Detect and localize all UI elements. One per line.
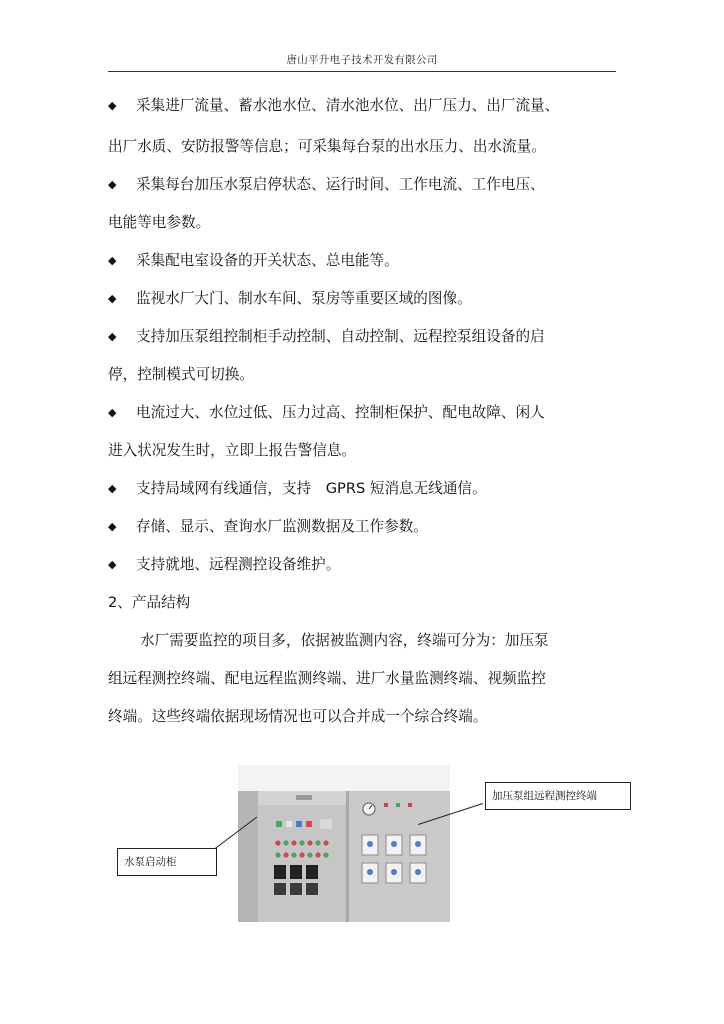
bullet-3: 采集配电室设备的开关状态、总电能等。 — [136, 252, 399, 269]
bullet-9: 支持就地、远程测控设备维护。 — [136, 556, 341, 573]
bullet-icon: ◆ — [108, 99, 117, 112]
bullet-icon: ◆ — [108, 330, 117, 343]
paragraph-line-3: 终端。这些终端依据现场情况也可以合并成一个综合终端。 — [108, 708, 488, 725]
bullet-icon: ◆ — [108, 482, 117, 495]
bullet-icon: ◆ — [108, 178, 117, 191]
section-heading: 2、产品结构 — [108, 594, 191, 611]
bullet-icon: ◆ — [108, 254, 117, 267]
cabinet-illustration — [238, 765, 450, 922]
paragraph-line-1: 水厂需要监控的项目多，依据被监测内容，终端可分为：加压泵 — [140, 632, 549, 649]
bullet-6-line-1: 电流过大、水位过低、压力过高、控制柜保护、配电故障、闲人 — [136, 404, 545, 421]
bullet-2-line-2: 电能等电参数。 — [108, 214, 211, 231]
bullet-5-line-2: 停，控制模式可切换。 — [108, 366, 254, 383]
cabinet-photo — [238, 765, 450, 922]
bullet-2-line-1: 采集每台加压水泵启停状态、运行时间、工作电流、工作电压、 — [136, 176, 545, 193]
bullet-8: 存储、显示、查询水厂监测数据及工作参数。 — [136, 518, 428, 535]
bullet-icon: ◆ — [108, 558, 117, 571]
bullet-5-line-1: 支持加压泵组控制柜手动控制、自动控制、远程控泵组设备的启 — [136, 328, 545, 345]
callout-pump-terminal: 加压泵组远程测控终端 — [485, 782, 631, 810]
bullet-icon: ◆ — [108, 520, 117, 533]
header-divider — [108, 71, 616, 72]
bullet-1-line-1: 采集进厂流量、蓄水池水位、清水池水位、出厂压力、出厂流量、 — [136, 97, 560, 114]
paragraph-line-2: 组远程测控终端、配电远程监测终端、进厂水量监测终端、视频监控 — [108, 670, 546, 687]
callout-pump-cabinet: 水泵启动柜 — [117, 848, 217, 876]
bullet-1-line-2: 出厂水质、安防报警等信息；可采集每台泵的出水压力、出水流量。 — [108, 138, 546, 155]
header-company-name: 唐山平升电子技术开发有限公司 — [286, 54, 438, 66]
bullet-icon: ◆ — [108, 292, 117, 305]
bullet-6-line-2: 进入状况发生时，立即上报告警信息。 — [108, 442, 357, 459]
bullet-7: 支持局域网有线通信，支持 GPRS 短消息无线通信。 — [136, 480, 487, 497]
bullet-4: 监视水厂大门、制水车间、泵房等重要区域的图像。 — [136, 290, 472, 307]
bullet-icon: ◆ — [108, 406, 117, 419]
